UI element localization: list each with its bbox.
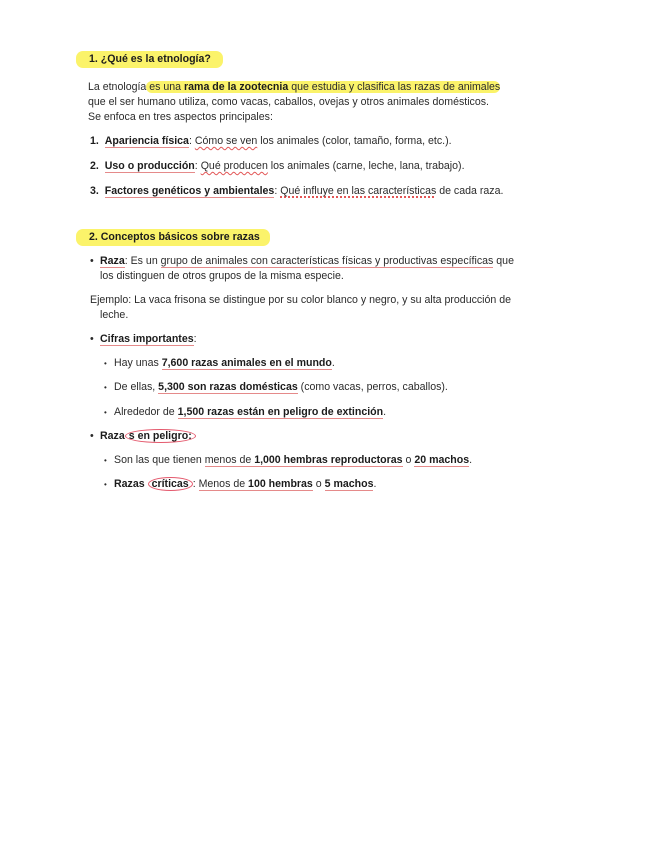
cifras-item-3	[104, 405, 386, 420]
raza-definition	[90, 254, 514, 284]
peligro-text: Son las que tienen	[114, 454, 205, 466]
peligro-label: Raza	[100, 430, 125, 442]
peligro-text: .	[469, 454, 473, 466]
item-number: 3.	[90, 185, 99, 197]
cifra-bold: 5,300 son razas domésticas	[158, 381, 298, 393]
cifras-item-1	[104, 356, 335, 371]
item-rest: los animales (carne, leche, lana, trabajo).	[267, 160, 465, 172]
raza-term: Raza	[100, 255, 125, 267]
item-sep: :	[188, 135, 192, 147]
list-item-3	[90, 184, 503, 199]
item-sep: :	[194, 160, 198, 172]
peligro-bold: Razas	[114, 478, 148, 490]
sub-bullet: •	[104, 456, 107, 465]
spellcheck-flag: Cómo se ven	[194, 135, 258, 147]
intro-bold-term: rama de la zootecnia	[184, 81, 289, 93]
item-term: Uso o producción	[104, 160, 195, 172]
intro-text: La etnología	[88, 81, 147, 93]
item-rest: los animales (color, tamaño, forma, etc.).	[257, 135, 452, 147]
item-term: Factores genéticos y ambientales	[104, 185, 275, 197]
peligro-bold: 5 machos	[324, 478, 374, 490]
peligro-heading	[90, 429, 196, 444]
example-line-1: Ejemplo: La vaca frisona se distingue por su color blanco y negro, y su alta producción de	[90, 294, 512, 306]
raza-line-1	[90, 254, 514, 269]
intro-line-1	[88, 80, 500, 95]
sub-bullet: •	[104, 480, 107, 489]
item-rest: de cada raza.	[436, 185, 504, 197]
intro-highlight	[146, 81, 500, 93]
cifra-text: .	[331, 357, 335, 369]
raza-text: : Es un	[124, 255, 161, 267]
colon: :	[188, 430, 192, 442]
section-2-heading: 2. Conceptos básicos sobre razas	[76, 229, 270, 246]
peligro-circled	[125, 429, 196, 443]
cifra-text: (como vacas, perros, caballos).	[297, 381, 448, 393]
bullet: •	[90, 333, 94, 345]
example-paragraph	[90, 293, 511, 323]
peligro-text: .	[373, 478, 377, 490]
peligro-label-circled: s en peligro	[128, 430, 189, 442]
peligro-text: o	[312, 478, 325, 490]
item-term: Apariencia física	[104, 135, 189, 147]
item-number: 2.	[90, 160, 99, 172]
raza-text: que	[493, 255, 514, 267]
item-sep: :	[274, 185, 278, 197]
cifra-text: De ellas,	[114, 381, 159, 393]
cifras-label: Cifras importantes	[100, 333, 194, 345]
cifra-text: Alrededor de	[114, 406, 178, 418]
bullet: •	[90, 430, 94, 442]
cifras-item-2	[104, 380, 448, 395]
cifra-text: Hay unas	[114, 357, 162, 369]
bullet: •	[90, 255, 94, 267]
section-1-heading: 1. ¿Qué es la etnología?	[76, 51, 223, 68]
colon: :	[193, 333, 197, 345]
intro-line-3: Se enfoca en tres aspectos principales:	[88, 111, 273, 123]
peligro-text: :	[192, 478, 199, 490]
intro-paragraph	[88, 80, 500, 125]
peligro-bold: 100 hembras	[248, 478, 313, 490]
spellcheck-flag: Qué producen	[200, 160, 268, 172]
peligro-item-1	[104, 453, 472, 468]
intro-text: es una	[146, 81, 185, 93]
peligro-text: o	[402, 454, 415, 466]
cifra-bold: 7,600 razas animales en el mundo	[161, 357, 332, 369]
intro-line-2: que el ser humano utiliza, como vacas, caballos, ovejas y otros animales domésticos.	[88, 96, 489, 108]
spellcheck-flag: Qué influye en las características	[280, 185, 437, 197]
peligro-text: Menos de	[198, 478, 249, 490]
peligro-text: menos de	[204, 454, 255, 466]
sub-bullet: •	[104, 383, 107, 392]
sub-bullet: •	[104, 408, 107, 417]
list-item-1	[90, 134, 452, 149]
item-number: 1.	[90, 135, 99, 147]
raza-line-2: los distinguen de otros grupos de la misma especie.	[100, 270, 344, 282]
peligro-bold: 1,000 hembras reproductoras	[254, 454, 403, 466]
list-item-2	[90, 159, 465, 174]
cifras-heading	[90, 332, 197, 347]
example-line-2: leche.	[100, 309, 129, 321]
intro-text: que estudia y clasifica las razas de animales	[288, 81, 501, 93]
raza-underlined-text: grupo de animales con características físicas y productivas específicas	[160, 255, 494, 267]
peligro-circled: críticas	[148, 477, 193, 491]
sub-bullet: •	[104, 359, 107, 368]
cifra-text: .	[383, 406, 387, 418]
cifra-bold: 1,500 razas están en peligro de extinción	[177, 406, 384, 418]
peligro-item-2	[104, 477, 376, 492]
peligro-bold: 20 machos	[414, 454, 470, 466]
